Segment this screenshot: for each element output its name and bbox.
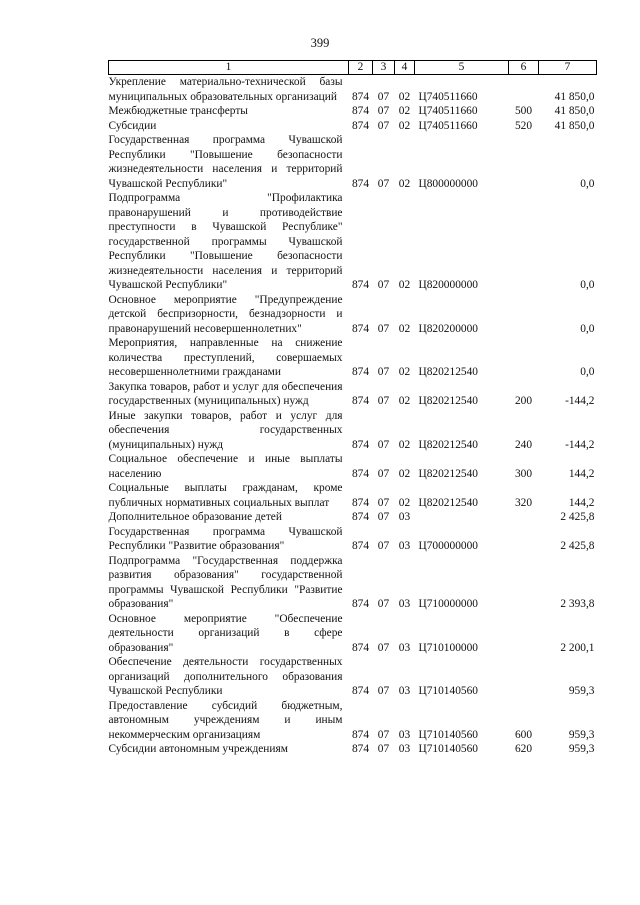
amount: 2 200,1 (560, 641, 595, 654)
ministry-code: 874 (351, 177, 370, 190)
ministry-code: 874 (351, 728, 370, 741)
section-code: 07 (377, 641, 390, 654)
amount: 0,0 (580, 279, 595, 291)
subsection-code: 03 (398, 641, 411, 654)
subsection-code: 03 (398, 685, 411, 697)
header-row (109, 61, 597, 75)
section-code: 07 (377, 728, 390, 741)
amount: 2 425,8 (560, 511, 595, 523)
amount: 2 393,8 (560, 598, 595, 610)
ministry-code: 874 (351, 511, 370, 523)
target-article-code: Ц710000000 (418, 598, 478, 610)
subsection-code: 02 (398, 90, 411, 103)
section-code: 07 (377, 177, 390, 190)
table-row (109, 612, 597, 656)
row-name: Дополнительное образование детей (108, 511, 282, 523)
section-code: 07 (377, 511, 390, 523)
section-code: 07 (377, 279, 390, 291)
header-col-1: 1 (109, 61, 349, 75)
section-code: 07 (377, 743, 390, 755)
target-article-code: Ц710140560 (418, 685, 478, 697)
row-name: Основное мероприятие "Обеспечение деятельности организаций в сфере образования" (108, 612, 343, 654)
ministry-code: 874 (351, 366, 370, 378)
expense-type-code: 500 (514, 105, 533, 117)
subsection-code: 02 (398, 105, 411, 117)
section-code: 07 (377, 496, 390, 509)
section-code: 07 (377, 322, 390, 335)
target-article-code: Ц740511660 (418, 90, 478, 103)
ministry-code: 874 (351, 496, 370, 509)
row-name: Межбюджетные трансферты (108, 105, 248, 117)
section-code: 07 (377, 598, 390, 610)
target-article-code: Ц820212540 (418, 496, 478, 509)
target-article-code: Ц820200000 (418, 322, 478, 335)
ministry-code: 874 (351, 685, 370, 697)
row-name: Иные закупки товаров, работ и услуг для обеспечения государственных (муниципальных) нужд (108, 409, 343, 451)
table-row (109, 452, 597, 481)
row-name: Социальное обеспечение и иные выплаты населению (108, 453, 343, 480)
section-code: 07 (377, 366, 390, 378)
table-row (109, 119, 597, 134)
subsection-code: 02 (398, 438, 411, 451)
table-row (109, 191, 597, 293)
ministry-code: 874 (351, 395, 370, 407)
amount: 144,2 (568, 496, 595, 509)
target-article-code: Ц710100000 (418, 641, 478, 654)
target-article-code: Ц820212540 (418, 438, 478, 451)
ministry-code: 874 (351, 598, 370, 610)
header-col-7: 7 (539, 61, 597, 75)
row-name: Субсидии (108, 119, 157, 132)
expense-type-code (509, 336, 539, 380)
amount: -144,2 (565, 395, 595, 407)
header-col-3: 3 (373, 61, 395, 75)
section-code: 07 (377, 438, 390, 451)
row-name: Подпрограмма "Профилактика правонарушений и противодействие преступности в Чувашской Республике" государственной программы Чувашской Республики "Повышение безопасности жизнедеятельности населения и территорий Чувашской Республики" (108, 192, 343, 291)
header-col-6: 6 (509, 61, 539, 75)
section-code: 07 (377, 540, 390, 552)
table-row (109, 655, 597, 699)
amount: 959,3 (568, 743, 595, 755)
ministry-code: 874 (351, 105, 370, 117)
subsection-code: 03 (398, 728, 411, 741)
subsection-code: 03 (398, 598, 411, 610)
target-article-code: Ц820000000 (418, 279, 478, 291)
section-code: 07 (377, 467, 390, 480)
table-row (109, 481, 597, 510)
expense-type-code (509, 510, 539, 525)
expense-type-code: 600 (514, 728, 533, 741)
ministry-code: 874 (351, 279, 370, 291)
expense-type-code (509, 554, 539, 612)
expense-type-code (509, 655, 539, 699)
subsection-code: 02 (398, 279, 411, 291)
row-name: Укрепление материально-технической базы муниципальных образовательных организаций (108, 76, 343, 103)
amount: 41 850,0 (554, 90, 595, 103)
subsection-code: 02 (398, 322, 411, 335)
page-number: 399 (310, 36, 330, 50)
expense-type-code: 320 (514, 496, 533, 509)
table-row (109, 336, 597, 380)
row-name: Основное мероприятие "Предупреждение детской беспризорности, безнадзорности и правонарушений несовершеннолетних" (108, 293, 343, 335)
row-name: Государственная программа Чувашской Республики "Повышение безопасности жизнедеятельности населения и территорий Чувашской Республики" (108, 134, 343, 190)
amount: 2 425,8 (560, 540, 595, 552)
amount: 959,3 (568, 685, 595, 697)
row-name: Социальные выплаты гражданам, кроме публичных нормативных социальных выплат (108, 482, 343, 509)
row-name: Государственная программа Чувашской Республики "Развитие образования" (108, 525, 343, 552)
amount: 144,2 (568, 467, 595, 480)
expense-type-code (509, 293, 539, 337)
expense-type-code (509, 191, 539, 293)
section-code: 07 (377, 105, 390, 117)
section-code: 07 (377, 90, 390, 103)
expense-type-code (509, 612, 539, 656)
table-row (109, 699, 597, 743)
amount: 41 850,0 (554, 119, 595, 132)
subsection-code: 02 (398, 395, 411, 407)
amount: 959,3 (568, 728, 595, 741)
expense-type-code: 520 (514, 119, 533, 132)
expense-type-code: 300 (514, 467, 533, 480)
table-row (109, 104, 597, 119)
target-article-code: Ц800000000 (418, 177, 478, 190)
section-code: 07 (377, 395, 390, 407)
target-article-code: Ц710140560 (418, 728, 478, 741)
target-article-code: Ц820212540 (418, 366, 478, 378)
header-col-5: 5 (415, 61, 509, 75)
row-name: Предоставление субсидий бюджетным, автономным учреждениям и иным некоммерческим организациям (108, 699, 343, 741)
amount: -144,2 (565, 438, 595, 451)
target-article-code: Ц700000000 (418, 540, 478, 552)
ministry-code: 874 (351, 743, 370, 755)
expense-type-code (509, 525, 539, 554)
row-name: Мероприятия, направленные на снижение количества преступлений, совершаемых несовершеннолетними гражданами (108, 337, 343, 378)
table-row (109, 554, 597, 612)
row-name: Обеспечение деятельности государственных организаций дополнительного образования Чувашской Республики (108, 656, 343, 697)
amount: 0,0 (580, 177, 595, 190)
table-row (109, 293, 597, 337)
header-col-2: 2 (349, 61, 373, 75)
ministry-code: 874 (351, 119, 370, 132)
row-name: Субсидии автономным учреждениям (108, 743, 288, 755)
expense-type-code (509, 133, 539, 191)
subsection-code: 03 (398, 743, 411, 755)
ministry-code: 874 (351, 90, 370, 103)
table-row (109, 75, 597, 105)
subsection-code: 03 (398, 540, 411, 552)
expense-type-code: 200 (514, 395, 533, 407)
target-article-code: Ц740511660 (418, 105, 478, 117)
target-article-code: Ц820212540 (418, 467, 478, 480)
subsection-code: 02 (398, 177, 411, 190)
table-row (109, 409, 597, 453)
ministry-code: 874 (351, 641, 370, 654)
subsection-code: 02 (398, 467, 411, 480)
row-name: Подпрограмма "Государственная поддержка развития образования" государственной программы Чувашской Республики "Развитие образования" (108, 554, 343, 610)
ministry-code: 874 (351, 438, 370, 451)
subsection-code: 02 (398, 366, 411, 378)
target-article-code (415, 510, 509, 525)
target-article-code: Ц820212540 (418, 395, 478, 407)
target-article-code: Ц710140560 (418, 743, 478, 755)
expense-type-code: 620 (514, 743, 533, 755)
subsection-code: 02 (398, 119, 411, 132)
table-row (109, 742, 597, 757)
table-row (109, 525, 597, 554)
amount: 0,0 (580, 366, 595, 378)
row-name: Закупка товаров, работ и услуг для обеспечения государственных (муниципальных) нужд (108, 380, 343, 407)
table-row (109, 510, 597, 525)
section-code: 07 (377, 119, 390, 132)
ministry-code: 874 (351, 540, 370, 552)
subsection-code: 03 (398, 511, 411, 523)
header-col-4: 4 (395, 61, 415, 75)
ministry-code: 874 (351, 467, 370, 480)
budget-table (108, 60, 597, 757)
subsection-code: 02 (398, 496, 411, 509)
table-row (109, 133, 597, 191)
amount: 0,0 (580, 322, 595, 335)
amount: 41 850,0 (554, 105, 595, 117)
table-row (109, 380, 597, 409)
section-code: 07 (377, 685, 390, 697)
expense-type-code (509, 75, 539, 105)
target-article-code: Ц740511660 (418, 119, 478, 132)
ministry-code: 874 (351, 322, 370, 335)
table-body (109, 75, 597, 757)
table-header (109, 61, 597, 75)
expense-type-code: 240 (514, 438, 533, 451)
